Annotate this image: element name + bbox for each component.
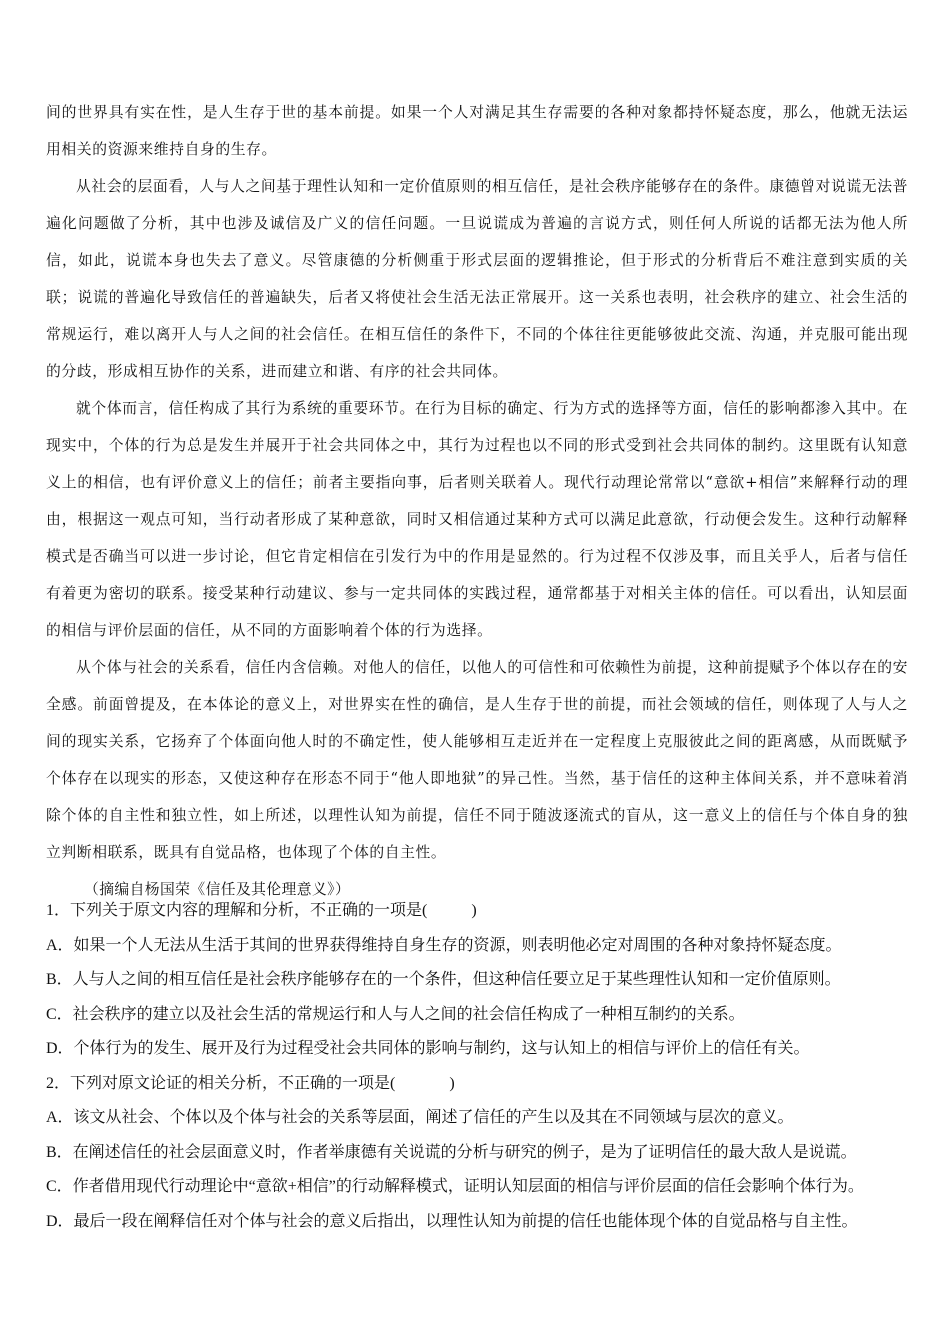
questions xyxy=(46,894,918,1239)
question-2-option-b: B．在阐述信任的社会层面意义时，作者举康德有关说谎的分析与研究的例子，是为了证明信任的最大敌人是说谎。 xyxy=(46,1143,857,1161)
question-1-stem: 1．下列关于原文内容的理解和分析，不正确的一项是( ) xyxy=(46,902,477,919)
passage-paragraph: 就个体而言，信任构成了其行为系统的重要环节。在行为目标的确定、行为方式的选择等方面，信任的影响都渗入其中。在现实中，个体的行为总是发生并展开于社会共同体之中，其行为过程也以不同的形式受到社会共同体的制约。这里既有认知意义上的相信，也有评价意义上的信任；前者主要指向事，后者则关联着人。现代行动理论常常以“意欲+相信”来解释行动的理由，根据这一观点可知，当行动者形成了某种意欲，同时又相信通过某种方式可以满足此意欲，行动便会发生。这种行动解释模式是否确当可以进一步讨论，但它肯定相信在引发行为中的作用是显然的。行为过程不仅涉及事，而且关乎人，后者与信任有着更为密切的联系。接受某种行动建议、参与一定共同体的实践过程，通常都基于对相关主体的信任。可以看出，认知层面的相信与评价层面的信任，从不同的方面影响着个体的行为选择。 xyxy=(46,400,908,639)
question-2-option-c: C．作者借用现代行动理论中“意欲+相信”的行动解释模式，证明认知层面的相信与评价层面的信任会影响个体行为。 xyxy=(46,1178,864,1195)
question-1-option-a: A．如果一个人无法从生活于其间的世界获得维持自身生存的资源，则表明他必定对周围的各种对象持怀疑态度。 xyxy=(46,936,842,954)
question-1-option-b: B．人与人之间的相互信任是社会秩序能够存在的一个条件，但这种信任要立足于某些理性认知和一定价值原则。 xyxy=(46,971,841,988)
question-1-option-d: D．个体行为的发生、展开及行为过程受社会共同体的影响与制约，这与认知上的相信与评价上的信任有关。 xyxy=(46,1040,810,1057)
passage-paragraph: 间的世界具有实在性，是人生存于世的基本前提。如果一个人对满足其生存需要的各种对象都持怀疑态度，那么，他就无法运用相关的资源来维持自身的生存。 xyxy=(46,104,908,158)
question-2-option-a: A．该文从社会、个体以及个体与社会的关系等层面，阐述了信任的产生以及其在不同领域与层次的意义。 xyxy=(46,1109,794,1126)
passage-paragraph: 从个体与社会的关系看，信任内含信赖。对他人的信任，以他人的可信性和可依赖性为前提，这种前提赋予个体以存在的安全感。前面曾提及，在本体论的意义上，对世界实在性的确信，是人生存于世的前提，而社会领域的信任，则体现了人与人之间的现实关系，它扬弃了个体面向他人时的不确定性，使人能够相互走近并在一定程度上克服彼此之间的距离感，从而既赋予个体存在以现实的形态，又使这种存在形态不同于“他人即地狱”的异己性。当然，基于信任的这种主体间关系，并不意味着消除个体的自主性和独立性，如上所述，以理性认知为前提，信任不同于随波逐流式的盲从，这一意义上的信任与个体自身的独立判断相联系，既具有自觉品格，也体现了个体的自主性。 xyxy=(46,659,908,861)
question-2-option-d: D．最后一段在阐释信任对个体与社会的意义后指出，以理性认知为前提的信任也能体现个体的自觉品格与自主性。 xyxy=(46,1212,858,1230)
passage-source: （摘编自杨国荣《信任及其伦理意义》） xyxy=(84,881,351,898)
passage xyxy=(46,94,908,908)
question-1-option-c: C．社会秩序的建立以及社会生活的常规运行和人与人之间的社会信任构成了一种相互制约的关系。 xyxy=(46,1005,745,1023)
question-2-stem: 2．下列对原文论证的相关分析，不正确的一项是( ) xyxy=(46,1074,455,1092)
passage-paragraph: 从社会的层面看，人与人之间基于理性认知和一定价值原则的相互信任，是社会秩序能够存在的条件。康德曾对说谎无法普遍化问题做了分析，其中也涉及诚信及广义的信任问题。一旦说谎成为普遍的言说方式，则任何人所说的话都无法为他人所信，如此，说谎本身也失去了意义。尽管康德的分析侧重于形式层面的逻辑推论，但于形式的分析背后不难注意到实质的关联；说谎的普遍化导致信任的普遍缺失，后者又将使社会生活无法正常展开。这一关系也表明，社会秩序的建立、社会生活的常规运行，难以离开人与人之间的社会信任。在相互信任的条件下，不同的个体往往更能够彼此交流、沟通，并克服可能出现的分歧，形成相互协作的关系，进而建立和谐、有序的社会共同体。 xyxy=(46,178,908,380)
